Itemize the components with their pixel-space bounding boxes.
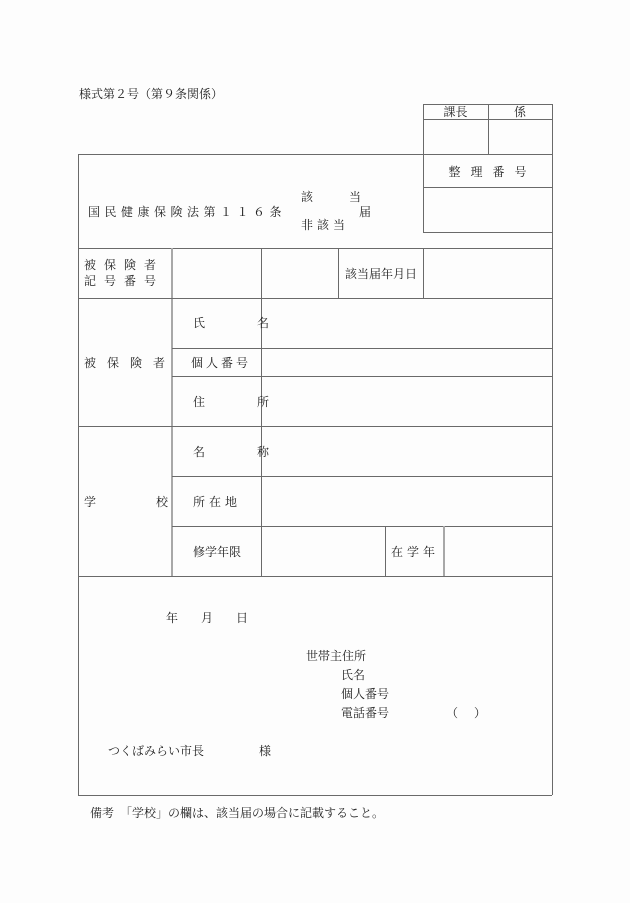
addressee-label: つくばみらい市長 [108, 744, 205, 758]
school-group-label-left: 学 [84, 495, 97, 509]
approval-header-staff: 係 [513, 105, 526, 119]
notification-date-field[interactable] [424, 249, 551, 297]
title-suffix: 届 [359, 205, 372, 219]
insured-personal-number-label: 個人番号 [191, 356, 252, 370]
school-name-label: 名 称 [193, 445, 290, 459]
date-month-label: 月 [201, 611, 214, 625]
approval-header-chief: 課長 [443, 105, 468, 119]
householder-address-label: 世帯主住所 [306, 649, 367, 663]
phone-paren-close: ） [474, 706, 487, 720]
insured-number-label-line2: 記号番号 [84, 274, 165, 288]
insured-address-label: 住 所 [193, 395, 290, 409]
householder-phone-label: 電話番号 [341, 706, 390, 720]
notification-date-label: 該当届年月日 [344, 267, 417, 281]
school-location-field[interactable] [262, 477, 551, 525]
date-year-label: 年 [166, 611, 179, 625]
note-text: 「学校」の欄は、該当届の場合に記載すること。 [120, 806, 385, 820]
study-years-label: 修学年限 [193, 545, 242, 559]
insured-symbol-field[interactable] [173, 249, 260, 297]
insured-number-field[interactable] [262, 249, 337, 297]
reference-number-field[interactable] [424, 188, 552, 231]
reference-number-label: 整理番号 [448, 164, 537, 179]
insured-address-field[interactable] [262, 377, 551, 425]
phone-paren-open: （ [446, 706, 459, 720]
approval-stamp-chief[interactable] [424, 120, 487, 153]
insured-name-label: 氏 名 [193, 316, 290, 330]
honorific-label: 様 [259, 744, 272, 758]
school-name-field[interactable] [262, 427, 551, 475]
insured-number-label-line1: 被保険者 [84, 258, 165, 272]
date-day-label: 日 [236, 611, 249, 625]
study-years-field[interactable] [262, 527, 384, 575]
title-option-applicable[interactable]: 該 当 [301, 190, 374, 204]
insured-name-field[interactable] [262, 299, 551, 347]
approval-stamp-staff[interactable] [489, 120, 551, 153]
insured-personal-number-field[interactable] [262, 349, 551, 375]
householder-name-label: 氏名 [341, 668, 366, 682]
form-number: 様式第２号（第９条関係） [79, 87, 224, 101]
insured-person-group-label: 被保険者 [84, 356, 177, 370]
current-year-field[interactable] [446, 527, 551, 575]
school-location-label: 所在地 [193, 495, 242, 509]
householder-personal-number-label: 個人番号 [341, 687, 390, 701]
current-year-label: 在学年 [391, 545, 440, 559]
school-group-label-right: 校 [156, 495, 169, 509]
note-label: 備考 [90, 806, 115, 820]
title-option-not-applicable[interactable]: 非該当 [301, 218, 350, 232]
title-law-text: 国民健康保険法第１１６条 [88, 205, 287, 219]
